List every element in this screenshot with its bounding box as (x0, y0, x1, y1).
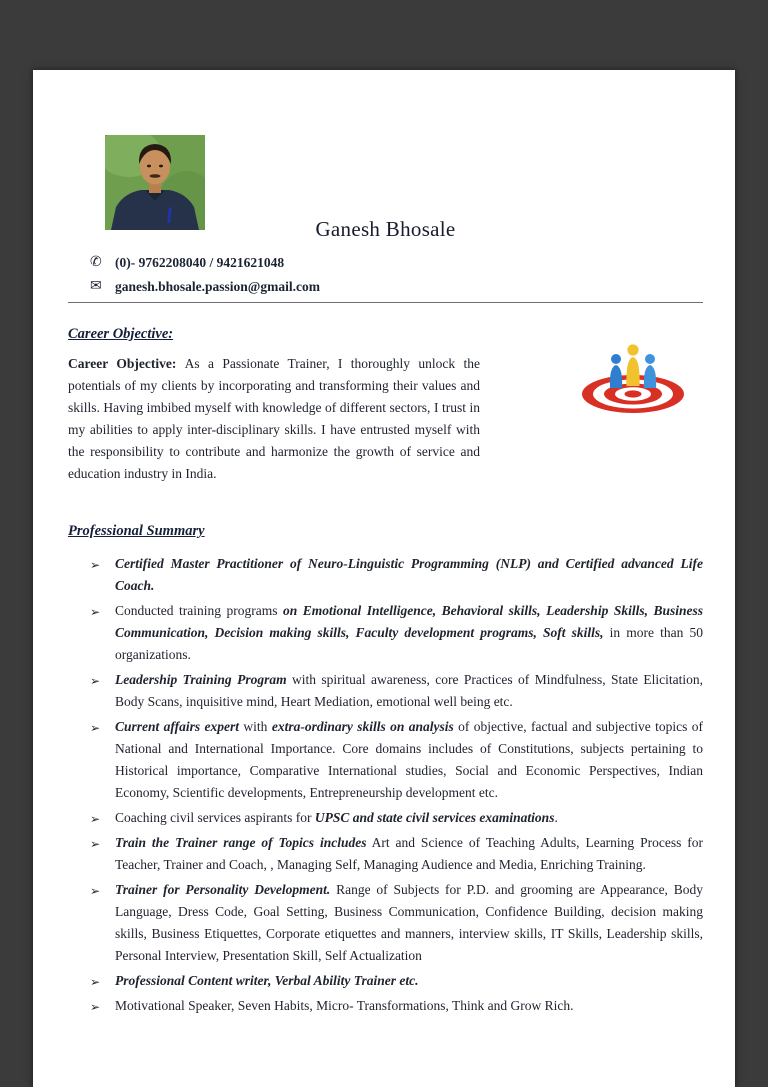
header-divider (68, 302, 703, 303)
text-run: Trainer for Personality Development. (115, 882, 331, 897)
text-run: . (554, 810, 558, 825)
profile-photo (105, 135, 205, 230)
text-run: Conducted training programs (115, 603, 283, 618)
phone-icon: ✆ (90, 255, 102, 270)
summary-bullet-item (90, 716, 703, 804)
bullet-arrow-icon: ➢ (90, 721, 101, 735)
bullet-text (115, 835, 703, 872)
summary-bullet-item (90, 553, 703, 597)
target-clipart-image (579, 334, 687, 416)
email-line (90, 278, 703, 295)
text-run: Certified Master Practitioner of Neuro-Linguistic Programming (NLP) and Certified advanced Life Coach. (115, 556, 703, 593)
bullet-text (115, 603, 703, 662)
email-address: ganesh.bhosale.passion@gmail.com (115, 278, 320, 294)
text-run: Career Objective: (68, 356, 185, 371)
bullet-arrow-icon: ➢ (90, 884, 101, 898)
text-run: of objective, factual and subjective topics of National and International Importance. Core domains includes of Constitutions, subjects pertaining to Historical importance, Comparative International studies, Social and Economic Perspectives, Indian Economy, Scientific developments, Entrepreneurship development etc. (115, 719, 703, 800)
bullet-text (115, 998, 574, 1013)
bullet-text (115, 882, 703, 963)
summary-bullet-item (90, 807, 703, 829)
text-run: Train the Trainer range of Topics includes (115, 835, 367, 850)
bullet-text (115, 973, 419, 988)
text-run: Coaching civil services aspirants for (115, 810, 315, 825)
bullet-arrow-icon: ➢ (90, 975, 101, 989)
text-run: Motivational Speaker, Seven Habits, Micro- Transformations, Think and Grow Rich. (115, 998, 574, 1013)
summary-bullet-item (90, 600, 703, 666)
page-title: Ganesh Bhosale (315, 217, 456, 241)
summary-bullet-item (90, 669, 703, 713)
bullet-arrow-icon: ➢ (90, 605, 101, 619)
summary-bullet-item (90, 970, 703, 992)
bullet-arrow-icon: ➢ (90, 812, 101, 826)
text-run: in more than 50 organizations. (115, 625, 704, 662)
summary-bullet-item (90, 879, 703, 967)
professional-summary-heading: Professional Summary (68, 523, 205, 539)
bullet-text (115, 556, 703, 593)
bullet-arrow-icon: ➢ (90, 674, 101, 688)
profile-photo-image (105, 135, 205, 230)
summary-bullet-item (90, 995, 703, 1017)
text-run: As a Passionate Trainer, I thoroughly unlock the potentials of my clients by incorporating and transforming their values and skills. Having imbibed myself with knowledge of different sectors, I trust in my abilities to apply inter-disciplinary skills. I have entrusted myself with the responsibility to contribute and harmonize the growth of service and education industry in India. (68, 356, 480, 481)
career-objective-paragraph (68, 353, 480, 485)
bullet-arrow-icon: ➢ (90, 558, 101, 572)
bullet-arrow-icon: ➢ (90, 837, 101, 851)
career-objective-section (68, 326, 703, 485)
text-run: UPSC and state civil services examinations (314, 810, 555, 825)
text-run: Art and Science of Teaching Adults, Learning Process for Teacher, Trainer and Coach, , Managing Self, Managing Audience and Media, Enriching Training. (115, 835, 703, 872)
text-run: with (239, 719, 272, 734)
text-run: Current affairs expert (115, 719, 240, 734)
text-run: Professional Content writer, Verbal Ability Trainer etc. (115, 973, 419, 988)
bullet-text (115, 810, 558, 825)
phone-line (90, 254, 703, 271)
text-run: Leadership Training Program (115, 672, 287, 687)
text-run: Range of Subjects for P.D. and grooming are Appearance, Body Language, Dress Code, Goal Setting, Business Communication, Confidence Building, decision making skills, Business Etiquettes, Corporate etiquettes and manners, interview skills, IT Skills, Leadership skills, Personal Interview, Presentation Skill, Self Actualization (115, 882, 704, 963)
career-objective-heading: Career Objective: (68, 326, 174, 342)
text-run: extra-ordinary skills on analysis (271, 719, 454, 734)
phone-number: (0)- 9762208040 / 9421621048 (115, 254, 285, 270)
email-icon: ✉ (90, 279, 102, 294)
resume-page (33, 70, 735, 1087)
text-run: on Emotional Intelligence, Behavioral skills, Leadership Skills, Business Communication, Decision making skills, Faculty development programs, Soft skills, (115, 603, 703, 640)
target-people-clipart (579, 334, 687, 416)
bullet-arrow-icon: ➢ (90, 1000, 101, 1014)
summary-bullet-item (90, 832, 703, 876)
professional-summary-list (68, 553, 703, 1017)
bullet-text (115, 719, 703, 800)
bullet-text (115, 672, 703, 709)
contact-block (90, 254, 703, 295)
text-run: with spiritual awareness, core Practices of Mindfulness, State Elicitation, Body Scans, inquisitive mind, Heart Mediation, emotional well being etc. (115, 672, 703, 709)
